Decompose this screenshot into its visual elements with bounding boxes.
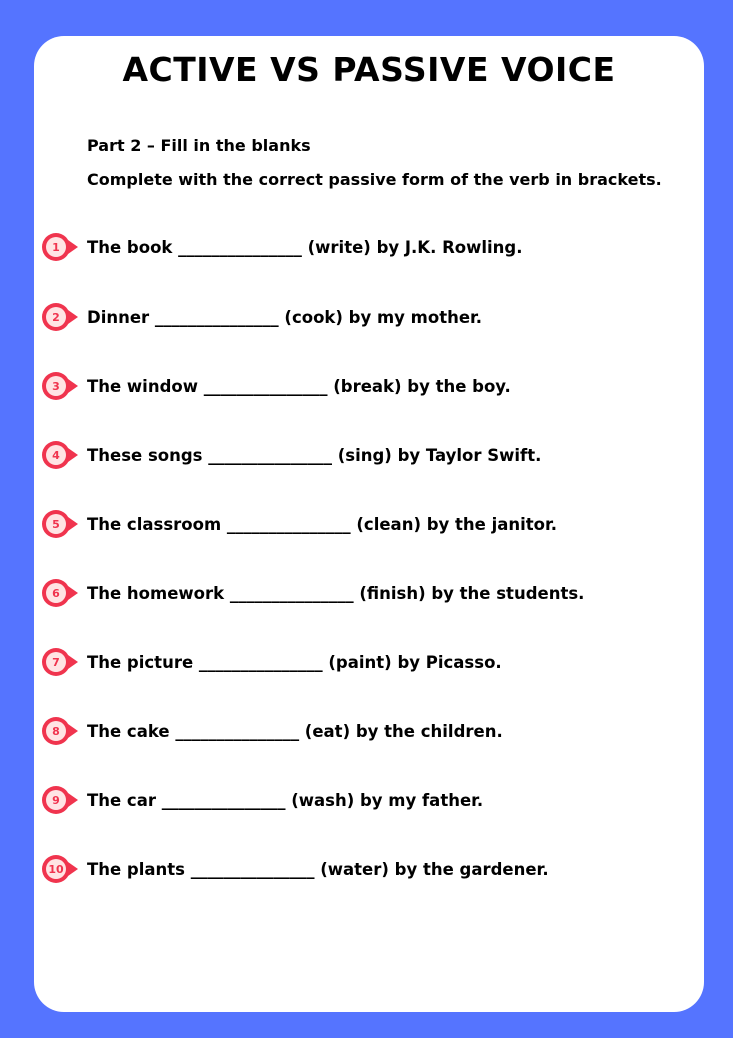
number-badge: [42, 786, 70, 814]
badge-number: 3: [46, 376, 66, 396]
exercise-sentence: The car _______________ (wash) by my father.: [87, 790, 484, 810]
badge-number: 4: [46, 445, 66, 465]
badge-number: 1: [46, 237, 66, 257]
worksheet-title: ACTIVE VS PASSIVE VOICE: [122, 50, 616, 89]
number-badge: [42, 648, 70, 676]
exercise-item-2: [42, 302, 482, 332]
badge-number: 8: [46, 721, 66, 741]
exercise-sentence: The picture _______________ (paint) by Picasso.: [87, 652, 502, 672]
number-badge: [42, 510, 70, 538]
exercise-sentence: The plants _______________ (water) by the gardener.: [87, 859, 549, 879]
exercise-item-10: [42, 854, 549, 884]
number-badge: [42, 855, 70, 883]
exercise-sentence: These songs _______________ (sing) by Taylor Swift.: [87, 445, 542, 465]
exercise-item-3: [42, 371, 511, 401]
exercise-item-9: [42, 785, 483, 815]
instruction-text: Complete with the correct passive form of the verb in brackets.: [87, 170, 662, 189]
exercise-item-8: [42, 716, 503, 746]
exercise-sentence: The classroom _______________ (clean) by the janitor.: [87, 514, 558, 534]
part-heading: Part 2 – Fill in the blanks: [87, 136, 311, 155]
exercise-item-1: [42, 232, 523, 262]
badge-number: 6: [46, 583, 66, 603]
exercise-sentence: The window _______________ (break) by the boy.: [87, 376, 511, 396]
number-badge: [42, 717, 70, 745]
exercise-sentence: The cake _______________ (eat) by the children.: [87, 721, 503, 741]
exercise-sentence: The book _______________ (write) by J.K. Rowling.: [87, 237, 523, 257]
worksheet: [34, 36, 704, 1012]
exercise-item-5: [42, 509, 557, 539]
exercise-item-4: [42, 440, 541, 470]
exercise-item-6: [42, 578, 584, 608]
badge-number: 5: [46, 514, 66, 534]
badge-number: 9: [46, 790, 66, 810]
badge-number: 2: [46, 307, 66, 327]
badge-number: 7: [46, 652, 66, 672]
exercise-sentence: The homework _______________ (finish) by the students.: [87, 583, 585, 603]
badge-number: 10: [46, 859, 66, 879]
number-badge: [42, 579, 70, 607]
number-badge: [42, 233, 70, 261]
number-badge: [42, 441, 70, 469]
number-badge: [42, 372, 70, 400]
exercise-sentence: Dinner _______________ (cook) by my mother.: [87, 307, 483, 327]
number-badge: [42, 303, 70, 331]
exercise-item-7: [42, 647, 502, 677]
